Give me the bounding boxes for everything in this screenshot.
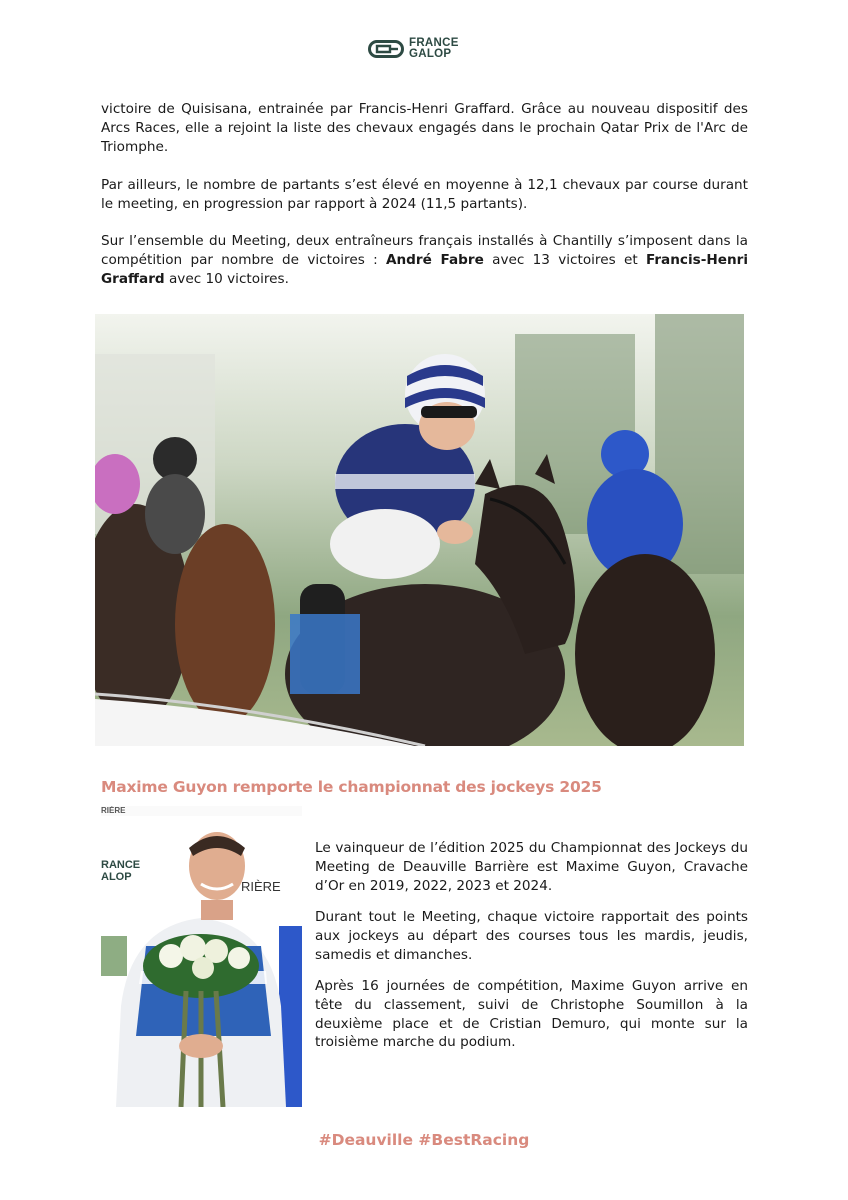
trainer-andre-fabre: André Fabre [385, 251, 484, 268]
sign-top-text: RIÈRE [101, 806, 126, 815]
france-galop-logo [368, 38, 472, 62]
logo-text [409, 38, 459, 60]
logo-line-2: GALOP [409, 48, 452, 60]
paragraph-trainers [101, 232, 748, 288]
section-title: Maxime Guyon remporte le championnat des jockeys 2025 [101, 778, 602, 796]
championship-paragraph-2: Durant tout le Meeting, chaque victoire rapportait des points aux jockeys au départ des courses tous les mardis, jeudis, samedis et dimanches. [315, 909, 748, 963]
logo-line-1: FRANCE [409, 37, 459, 49]
trainers-text-2: avec 13 victoires et [483, 251, 646, 268]
sign-right-text: RIÈRE [241, 879, 281, 894]
sign-left-text-1: RANCE [101, 859, 141, 871]
jockey-portrait-photo [101, 806, 302, 1107]
horseshoe-logo-icon [368, 40, 404, 58]
championship-paragraph-3: Après 16 journées de compétition, Maxime Guyon arrive en tête du classement, suivi de Christophe Soumillon à la deuxième place et de Cristian Demuro, qui monte sur la troisième marche du podium. [315, 978, 748, 1051]
trainer-francis-henri-graffard: Francis-Henri Graffard [101, 251, 748, 287]
race-photo [95, 314, 744, 746]
trainers-text-3: avec 10 victoires. [164, 270, 289, 287]
paragraph-quisisana: victoire de Quisisana, entrainée par Francis-Henri Graffard. Grâce au nouveau dispositif des Arcs Races, elle a rejoint la liste des chevaux engagés dans le prochain Qatar Prix de l'Arc de Triomphe. [101, 101, 748, 155]
footer-hashtags: #Deauville #BestRacing [318, 1131, 530, 1149]
trainers-text-1: Sur l’ensemble du Meeting, deux entraîneurs français installés à Chantilly s’imposent dans la compétition par nombre de victoires : [101, 233, 748, 268]
championship-paragraph-1: Le vainqueur de l’édition 2025 du Championnat des Jockeys du Meeting de Deauville Barrière est Maxime Guyon, Cravache d’Or en 2019, 2022, 2023 et 2024. [315, 840, 748, 894]
sign-left-text-2: ALOP [101, 871, 132, 883]
paragraph-partants: Par ailleurs, le nombre de partants s’est élevé en moyenne à 12,1 chevaux par course durant le meeting, en progression par rapport à 2024 (11,5 partants). [101, 177, 748, 212]
